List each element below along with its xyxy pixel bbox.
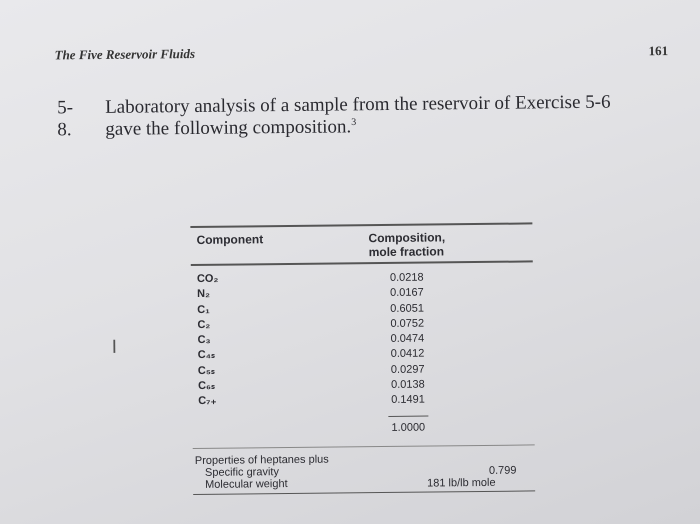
mole-fraction-cell: 0.0412 — [390, 348, 425, 361]
composition-table — [190, 218, 532, 491]
mole-fraction-cell: 0.0752 — [390, 317, 425, 330]
exercise-line-2-text: gave the following composition. — [105, 116, 352, 140]
properties-rule — [193, 444, 535, 449]
mole-fraction-cell: 0.0297 — [390, 363, 425, 376]
specific-gravity-value: 0.799 — [488, 464, 517, 477]
header-composition-line-1: Composition, — [368, 230, 446, 246]
mole-fraction-cell: 0.0167 — [390, 286, 424, 300]
table-top-rule — [190, 222, 532, 227]
mole-fraction-cell: 0.0218 — [389, 271, 424, 284]
mole-fraction-cell: 0.0138 — [390, 378, 425, 392]
running-title: The Five Reservoir Fluids — [54, 45, 196, 63]
exercise-line-2 — [105, 116, 356, 141]
component-cell: C₃ — [197, 334, 211, 347]
component-cell: C₂ — [197, 318, 211, 331]
component-cell: N₂ — [197, 288, 210, 301]
mole-fraction-cell: 0.6051 — [390, 302, 424, 315]
table-header-rule — [191, 260, 533, 265]
molecular-weight-value: 181 lb/lb mole — [427, 476, 496, 490]
component-cell: C₅ₛ — [197, 364, 216, 377]
component-cell: C₁ — [197, 303, 210, 316]
component-column — [197, 272, 220, 410]
sum-rule — [388, 416, 428, 418]
component-cell: C₆ₛ — [197, 379, 216, 393]
mole-fraction-cell: 0.0474 — [390, 332, 425, 346]
total-value: 1.0000 — [391, 421, 426, 434]
text-cursor-icon: I — [111, 336, 118, 358]
component-cell: CO₂ — [196, 272, 219, 285]
header-component: Component — [196, 232, 264, 247]
component-cell: C₄ₛ — [197, 349, 216, 362]
mole-fraction-cell: 0.1491 — [391, 393, 425, 407]
component-cell: C₇₊ — [198, 395, 217, 408]
page-number: 161 — [648, 43, 669, 59]
header-composition-line-2: mole fraction — [368, 244, 445, 260]
mole-fraction-column — [390, 271, 425, 409]
exercise-number: 5-8. — [57, 97, 74, 141]
molecular-weight-label: Molecular weight — [205, 478, 288, 491]
footnote-marker: 3 — [351, 116, 357, 129]
header-composition — [368, 230, 445, 259]
exercise-line-1: Laboratory analysis of a sample from the reservoir of Exercise 5-6 — [105, 91, 611, 118]
properties-heading: Properties of heptanes plus — [194, 453, 329, 467]
table-bottom-rule — [193, 490, 535, 495]
specific-gravity-label: Specific gravity — [204, 466, 280, 479]
